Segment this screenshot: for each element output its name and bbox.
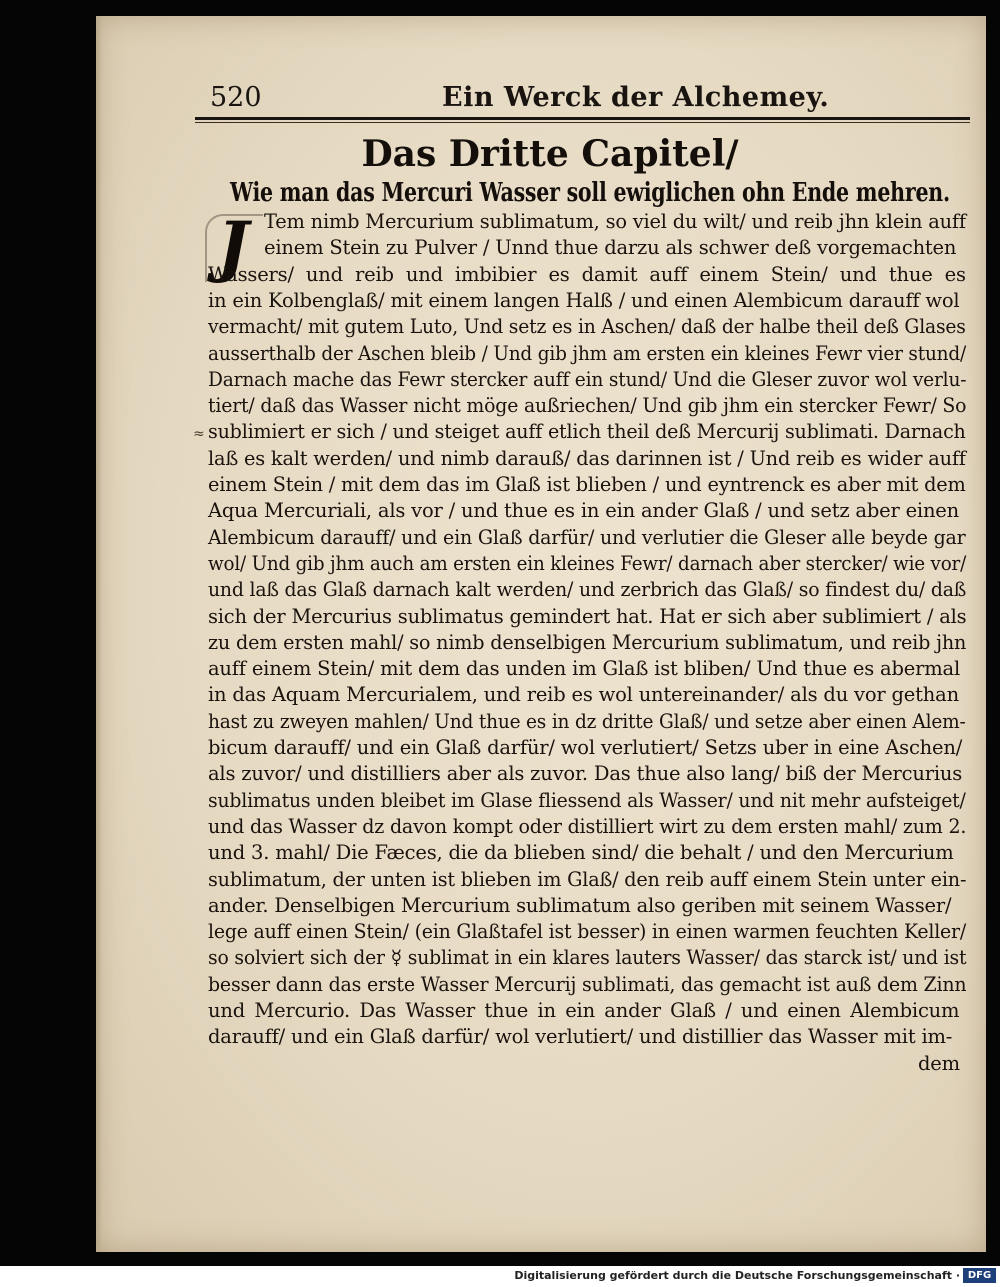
text-line: darauff/ und ein Glaß darfür/ wol verlutiert/ und distillier das Wasser mit im- bbox=[208, 1025, 953, 1049]
header-rule-thin bbox=[195, 122, 970, 123]
text-line: sich der Mercurius sublimatus gemindert hat. Hat er sich aber sublimiert / als bbox=[208, 604, 967, 628]
text-line: Tem nimb Mercurium sublimatum, so viel du wilt/ und reib jhn klein auff bbox=[264, 210, 966, 233]
margin-mark: ≈ bbox=[193, 426, 205, 442]
text-line: als zuvor/ und distilliers aber als zuvor. Das thue also lang/ biß der Mercurius bbox=[208, 762, 963, 786]
page-number: 520 bbox=[210, 82, 262, 113]
text-line: wol/ Und gib jhm auch am ersten ein kleines Fewr/ darnach aber stercker/ wie vor/ bbox=[208, 551, 967, 575]
text-line: Darnach mache das Fewr stercker auff ein stund/ Und die Gleser zuvor wol verlu- bbox=[208, 367, 967, 391]
text-line: so solviert sich der ☿ sublimat in ein klares lauters Wasser/ das starck ist/ und ist bbox=[208, 946, 967, 970]
text-line: hast zu zweyen mahlen/ Und thue es in dz dritte Glaß/ und setze aber einen Alem- bbox=[208, 709, 966, 733]
text-line: bicum darauff/ und ein Glaß darfür/ wol verlutiert/ Setzs uber in eine Aschen/ bbox=[208, 736, 963, 759]
text-line: und Mercurio. Das Wasser thue in ein ander Glaß / und einen Alembicum bbox=[208, 999, 960, 1022]
text-line: dem bbox=[918, 1051, 960, 1075]
text-line: lege auff einen Stein/ (ein Glaßtafel ist besser) in einen warmen feuchten Keller/ bbox=[208, 920, 967, 944]
dfg-logo: DFG bbox=[963, 1268, 996, 1283]
text-line: zu dem ersten mahl/ so nimb denselbigen Mercurium sublimatum, und reib jhn bbox=[208, 630, 967, 654]
chapter-subtitle: Wie man das Mercuri Wasser soll ewiglichen ohn Ende mehren. bbox=[230, 178, 950, 208]
text-line: besser dann das erste Wasser Mercurij sublimati, das gemacht ist auß dem Zinn bbox=[208, 972, 967, 996]
text-line: vermacht/ mit gutem Luto, Und setz es in Aschen/ daß der halbe theil deß Glases bbox=[208, 315, 966, 339]
text-line: Alembicum darauff/ und ein Glaß darfür/ und verlutier die Gleser alle beyde gar bbox=[208, 525, 966, 549]
footer-credit: Digitalisierung gefördert durch die Deutsche Forschungsgemeinschaft · bbox=[514, 1269, 960, 1282]
text-line: und laß das Glaß darnach kalt werden/ und zerbrich das Glaß/ so findest du/ daß bbox=[208, 578, 967, 602]
text-line: in ein Kolbenglaß/ mit einem langen Halß / und einen Alembicum darauff wol bbox=[208, 288, 960, 312]
text-line: sublimatus unden bleibet im Glase fliessend als Wasser/ und nit mehr aufsteiget/ bbox=[208, 788, 966, 812]
text-line: tiert/ daß das Wasser nicht möge außriechen/ Und gib jhm ein stercker Fewr/ So bbox=[208, 394, 967, 418]
text-line: auff einem Stein/ mit dem das unden im Glaß ist bliben/ Und thue es abermal bbox=[208, 657, 960, 681]
decorated-initial: J bbox=[217, 207, 249, 285]
text-line: und das Wasser dz davon kompt oder distilliert wirt zu dem ersten mahl/ zum 2. bbox=[208, 814, 967, 838]
header-rule bbox=[195, 117, 970, 120]
text-line: einem Stein zu Pulver / Unnd thue darzu als schwer deß vorgemachten bbox=[264, 236, 957, 260]
page-header bbox=[210, 82, 975, 112]
text-line: und 3. mahl/ Die Fæces, die da blieben sind/ die behalt / und den Mercurium bbox=[208, 841, 954, 865]
chapter-title: Das Dritte Capitel/ bbox=[361, 133, 739, 175]
text-line: laß es kalt werden/ und nimb darauß/ das darinnen ist / Und reib es wider auff bbox=[208, 446, 966, 470]
text-line: ausserthalb der Aschen bleib / Und gib jhm am ersten ein kleines Fewr vier stund/ bbox=[208, 341, 967, 365]
text-line: einem Stein / mit dem das im Glaß ist blieben / und eyntrenck es aber mit dem bbox=[208, 473, 966, 496]
text-line: in das Aquam Mercurialem, und reib es wol untereinander/ als du vor gethan bbox=[208, 683, 959, 707]
text-line: sublimiert er sich / und steiget auff etlich theil deß Mercurij sublimati. Darnach bbox=[208, 420, 966, 444]
text-line: Wassers/ und reib und imbibier es damit auff einem Stein/ und thue es bbox=[208, 262, 966, 286]
page-gutter-shadow bbox=[96, 16, 102, 1252]
text-line: sublimatum, der unten ist blieben im Glaß/ den reib auff einem Stein unter ein- bbox=[208, 867, 967, 891]
running-head: Ein Werck der Alchemey. bbox=[442, 82, 830, 113]
text-line: Aqua Mercuriali, als vor / und thue es in ein ander Glaß / und setz aber einen bbox=[208, 499, 960, 523]
text-line: ander. Denselbigen Mercurium sublimatum also geriben mit seinem Wasser/ bbox=[208, 893, 952, 917]
